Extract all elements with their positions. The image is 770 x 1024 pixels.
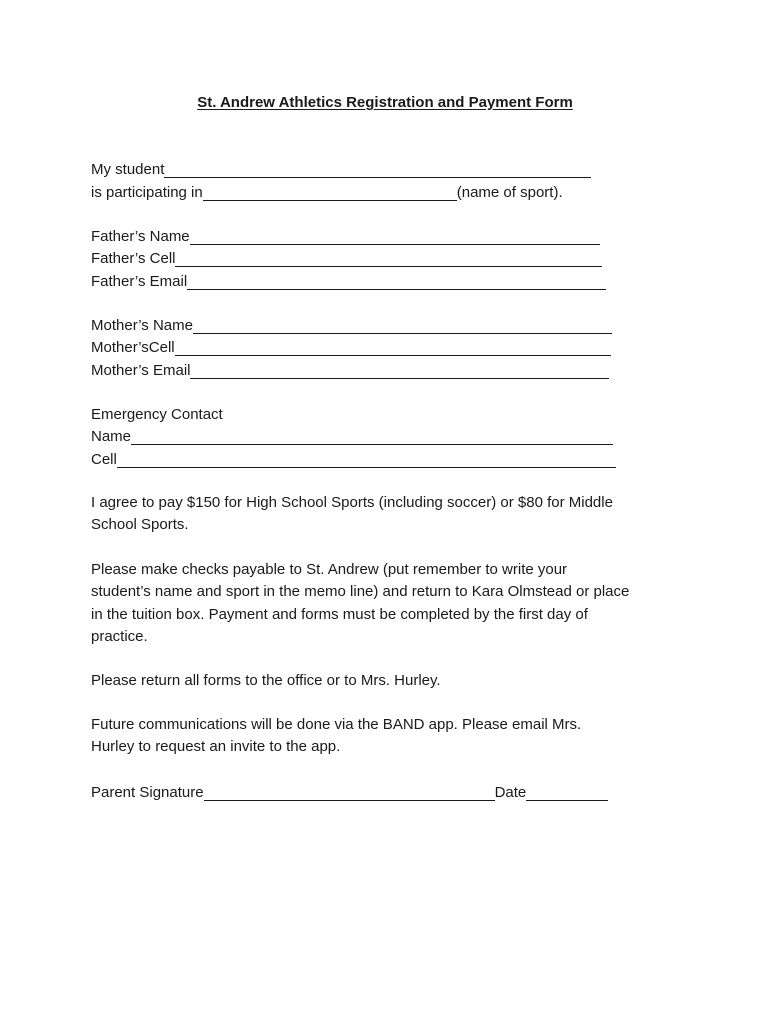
mother-cell-row bbox=[91, 338, 611, 358]
father-email-field[interactable] bbox=[187, 275, 606, 290]
student-row bbox=[91, 160, 591, 180]
sport-suffix: (name of sport). bbox=[456, 184, 563, 201]
father-name-row bbox=[91, 227, 600, 247]
mother-email-field[interactable] bbox=[190, 364, 609, 379]
mother-name-label: Mother’s Name bbox=[91, 317, 193, 334]
emergency-name-field[interactable] bbox=[131, 430, 613, 445]
mother-name-field[interactable] bbox=[193, 319, 612, 334]
date-field[interactable] bbox=[526, 786, 608, 801]
sport-label: is participating in bbox=[91, 184, 203, 201]
father-email-row bbox=[91, 272, 606, 292]
emergency-cell-label: Cell bbox=[91, 451, 117, 468]
fees-paragraph: I agree to pay $150 for High School Sports (including soccer) or $80 for Middle School Sports. bbox=[91, 494, 613, 534]
mother-cell-label: Mother’sCell bbox=[91, 339, 175, 356]
return-paragraph: Please return all forms to the office or to Mrs. Hurley. bbox=[91, 672, 441, 689]
emergency-name-row bbox=[91, 427, 613, 447]
student-label: My student bbox=[91, 161, 165, 178]
emergency-name-label: Name bbox=[91, 428, 132, 445]
mother-email-row bbox=[91, 361, 609, 381]
father-cell-label: Father’s Cell bbox=[91, 250, 176, 267]
emergency-heading: Emergency Contact bbox=[91, 406, 223, 423]
mother-name-row bbox=[91, 316, 612, 336]
form-title: St. Andrew Athletics Registration and Payment Form bbox=[197, 94, 573, 111]
communications-paragraph: Future communications will be done via the BAND app. Please email Mrs. Hurley to request an invite to the app. bbox=[91, 716, 582, 756]
father-name-field[interactable] bbox=[190, 230, 600, 245]
father-name-label: Father’s Name bbox=[91, 228, 190, 245]
father-cell-field[interactable] bbox=[175, 252, 602, 267]
mother-email-label: Mother’s Email bbox=[91, 362, 191, 379]
father-email-label: Father’s Email bbox=[91, 273, 188, 290]
emergency-cell-field[interactable] bbox=[117, 453, 616, 468]
father-cell-row bbox=[91, 249, 602, 269]
sport-row bbox=[91, 183, 563, 203]
signature-row bbox=[91, 783, 608, 803]
signature-label: Parent Signature bbox=[91, 784, 204, 801]
emergency-heading-row bbox=[91, 405, 223, 425]
checks-paragraph: Please make checks payable to St. Andrew (put remember to write your student’s name and sport in the memo line) and return to Kara Olmstead or place in the tuition box. Payment and forms must be completed by the first day of practice. bbox=[91, 561, 630, 645]
signature-field[interactable] bbox=[204, 786, 495, 801]
student-name-field[interactable] bbox=[164, 163, 591, 178]
date-label: Date bbox=[494, 784, 527, 801]
mother-cell-field[interactable] bbox=[175, 341, 611, 356]
sport-name-field[interactable] bbox=[203, 186, 457, 201]
emergency-cell-row bbox=[91, 450, 616, 470]
